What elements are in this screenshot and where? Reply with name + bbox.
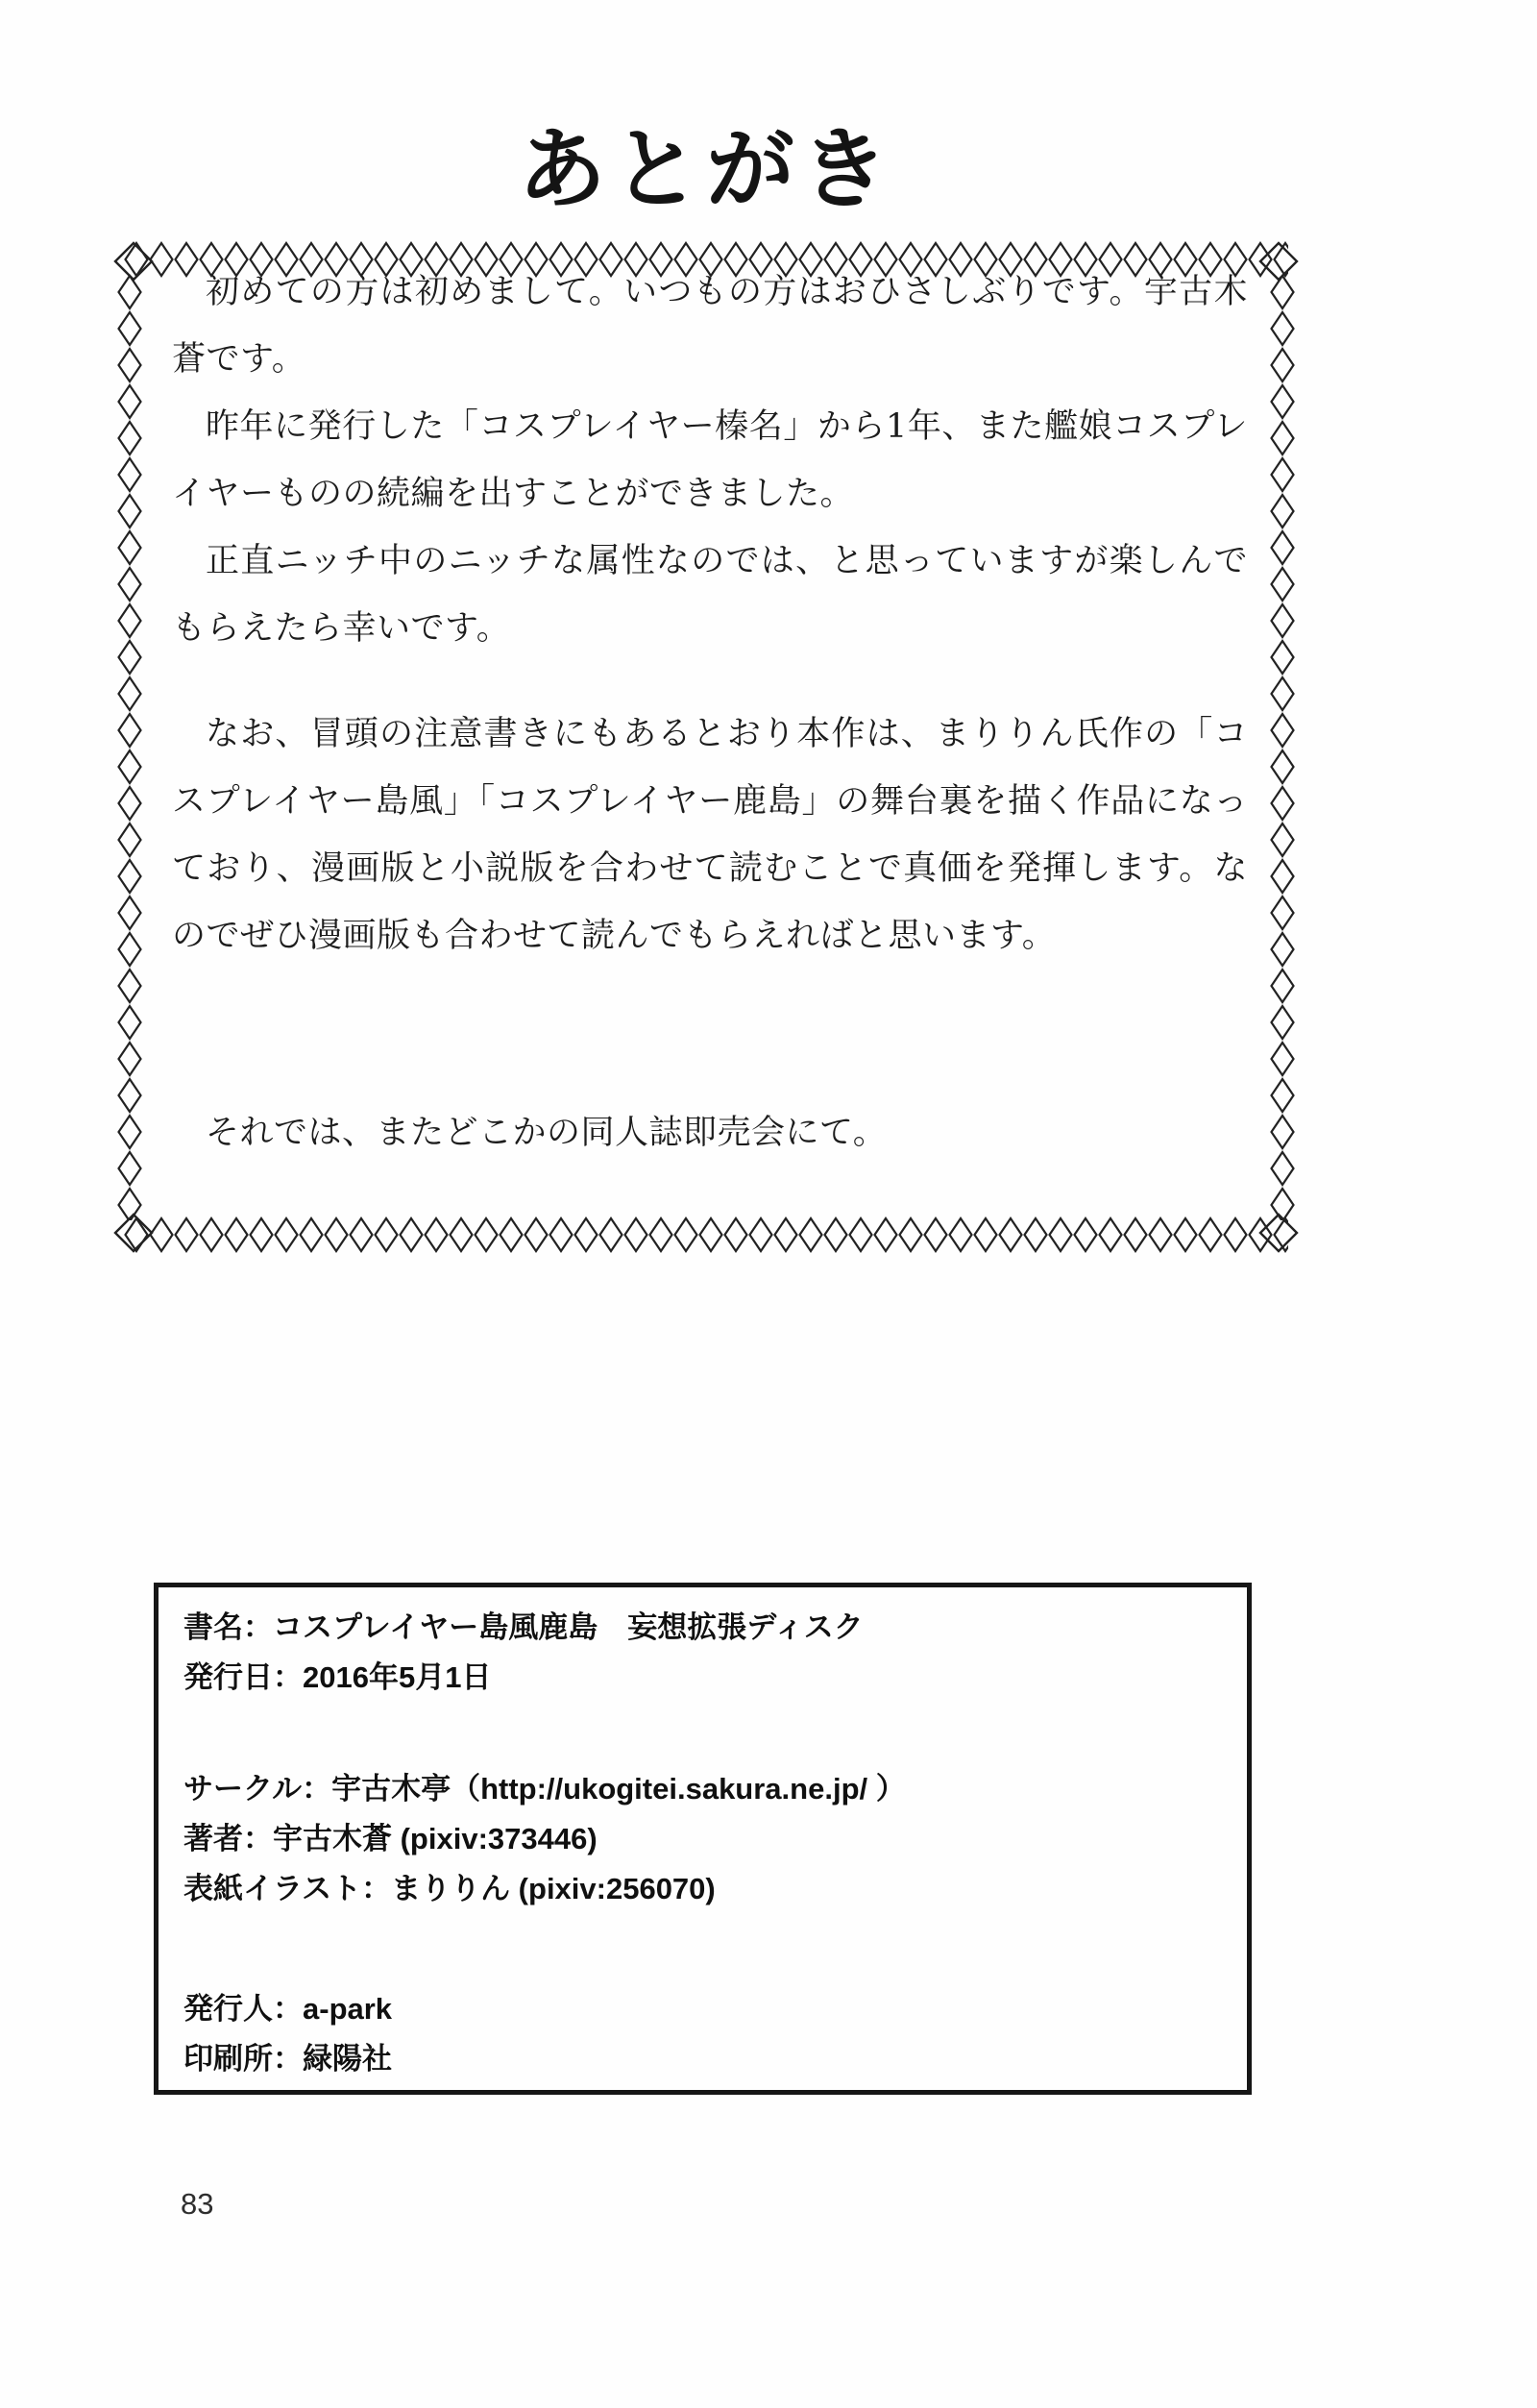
colophon-cover-illustrator: 表紙イラスト：まりりん (pixiv:256070)	[183, 1872, 716, 1905]
page-title: あとがき	[517, 121, 894, 219]
colophon-circle: サークル：宇古木亭（http://ukogitei.sakura.ne.jp/ ）	[183, 1772, 906, 1806]
afterword-box	[110, 235, 1302, 1259]
colophon-publisher: 発行人：a-park	[183, 1992, 393, 2026]
afterword-paragraph: それでは、またどこかの同人誌即売会にて。	[206, 1114, 888, 1152]
colophon-book-title: 書名：コスプレイヤー島風鹿島 妄想拡張ディスク	[183, 1610, 864, 1644]
colophon-author: 著者：宇古木蒼 (pixiv:373446)	[183, 1822, 598, 1855]
colophon-box	[154, 1583, 1252, 2095]
afterword-paragraph: 正直ニッチ中のニッチな属性なのでは、と思っていますが楽しんでもらえたら幸いです。	[172, 542, 1248, 648]
afterword-paragraph: 初めての方は初めまして。いつもの方はおひさしぶりです。宇古木蒼です。	[172, 273, 1248, 379]
colophon-publish-date: 発行日：2016年5月1日	[183, 1660, 492, 1694]
page-number: 83	[181, 2187, 214, 2221]
colophon-printer: 印刷所：緑陽社	[183, 2042, 392, 2076]
afterword-paragraph: なお、冒頭の注意書きにもあるとおり本作は、まりりん氏作の「コスプレイヤー島風」「コスプレイヤー鹿島」の舞台裏を描く作品になっており、漫画版と小説版を合わせて読むことで真価を発揮します。なのでぜひ漫画版も合わせて読んでもらえればと思います。	[172, 715, 1248, 955]
afterword-text	[172, 258, 1248, 1167]
afterword-paragraph: 昨年に発行した「コスプレイヤー榛名」から1年、また艦娘コスプレイヤーものの続編を出すことができました。	[172, 407, 1248, 513]
